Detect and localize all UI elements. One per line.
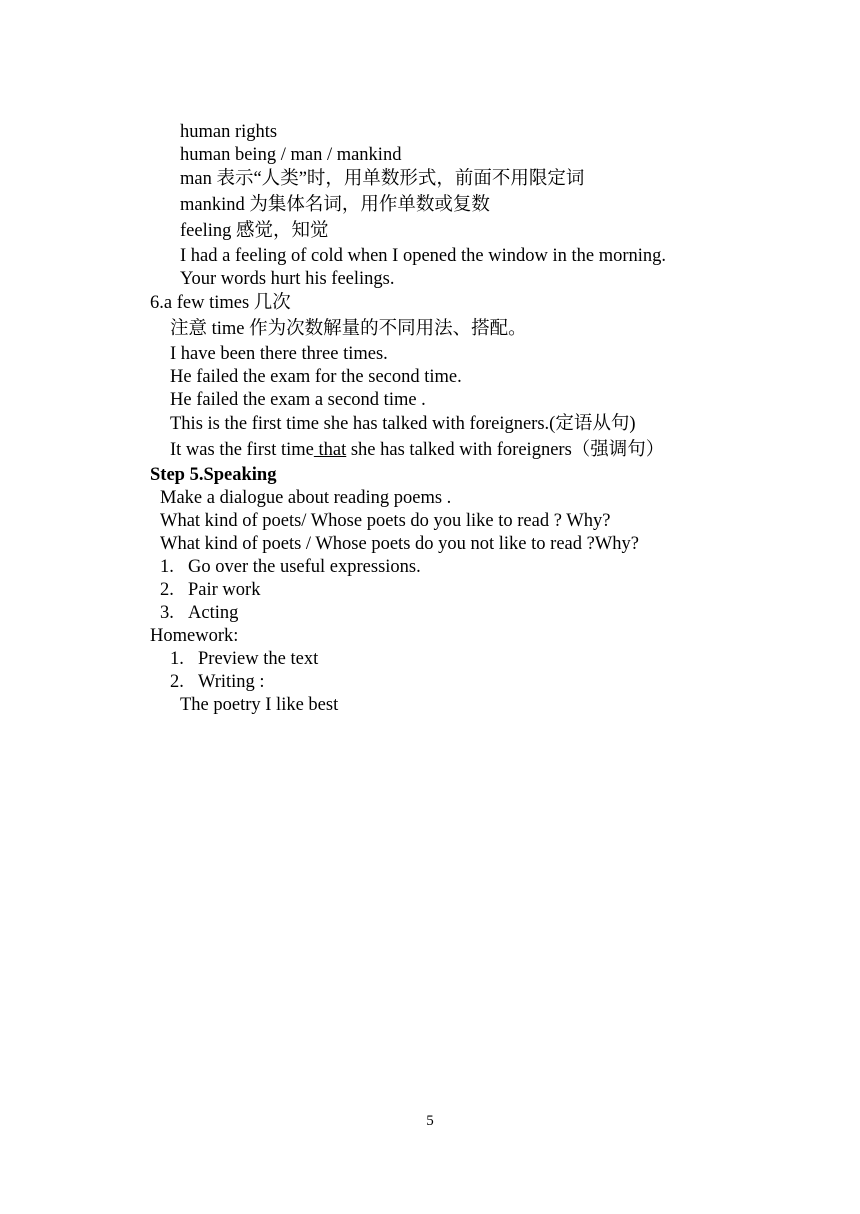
list-number: 1.: [170, 649, 184, 669]
list-text: Writing :: [198, 672, 265, 692]
text-line: I have been there three times.: [170, 344, 388, 364]
text-line: I had a feeling of cold when I opened the window in the morning.: [180, 246, 667, 266]
emphatic-after: she has talked with foreigners（强调句）: [346, 440, 665, 460]
text-line-emphatic: [170, 439, 664, 461]
list-number: 1.: [160, 557, 174, 577]
list-text: Preview the text: [198, 649, 319, 669]
homework-heading: Homework:: [150, 626, 239, 646]
page-number: 5: [426, 1113, 434, 1129]
list-item: [160, 556, 421, 578]
list-number: 2.: [170, 672, 184, 692]
list-item: [170, 671, 265, 693]
text-line: What kind of poets / Whose poets do you not like to read ?Why?: [160, 534, 640, 554]
list-item: [170, 648, 318, 670]
text-line: human rights: [180, 122, 278, 142]
list-number: 3.: [160, 603, 174, 623]
text-line: feeling 感觉，知觉: [180, 221, 329, 241]
list-item: [160, 602, 238, 624]
text-line: The poetry I like best: [180, 695, 339, 715]
emphatic-before: It was the first time: [170, 440, 314, 460]
text-line: Make a dialogue about reading poems .: [160, 488, 452, 508]
text-line: Your words hurt his feelings.: [180, 269, 395, 289]
text-line: He failed the exam a second time .: [170, 390, 426, 410]
text-line: human being / man / mankind: [180, 145, 402, 165]
emphatic-underlined: that: [313, 440, 347, 460]
text-line: man 表示“人类”时，用单数形式，前面不用限定词: [180, 169, 585, 189]
text-line: This is the first time she has talked with foreigners.(定语从句): [170, 414, 636, 434]
list-number: 2.: [160, 580, 174, 600]
text-line: 注意 time 作为次数解量的不同用法、搭配。: [170, 319, 527, 339]
list-item: [160, 579, 260, 601]
list-text: Acting: [188, 603, 239, 623]
text-line: What kind of poets/ Whose poets do you like to read ? Why?: [160, 511, 611, 531]
text-line: mankind 为集体名词，用作单数或复数: [180, 195, 490, 215]
step5-heading: Step 5.Speaking: [150, 465, 277, 485]
list-text: Pair work: [188, 580, 261, 600]
text-line: He failed the exam for the second time.: [170, 367, 462, 387]
section-heading: 6.a few times 几次: [150, 293, 291, 313]
list-text: Go over the useful expressions.: [188, 557, 421, 577]
